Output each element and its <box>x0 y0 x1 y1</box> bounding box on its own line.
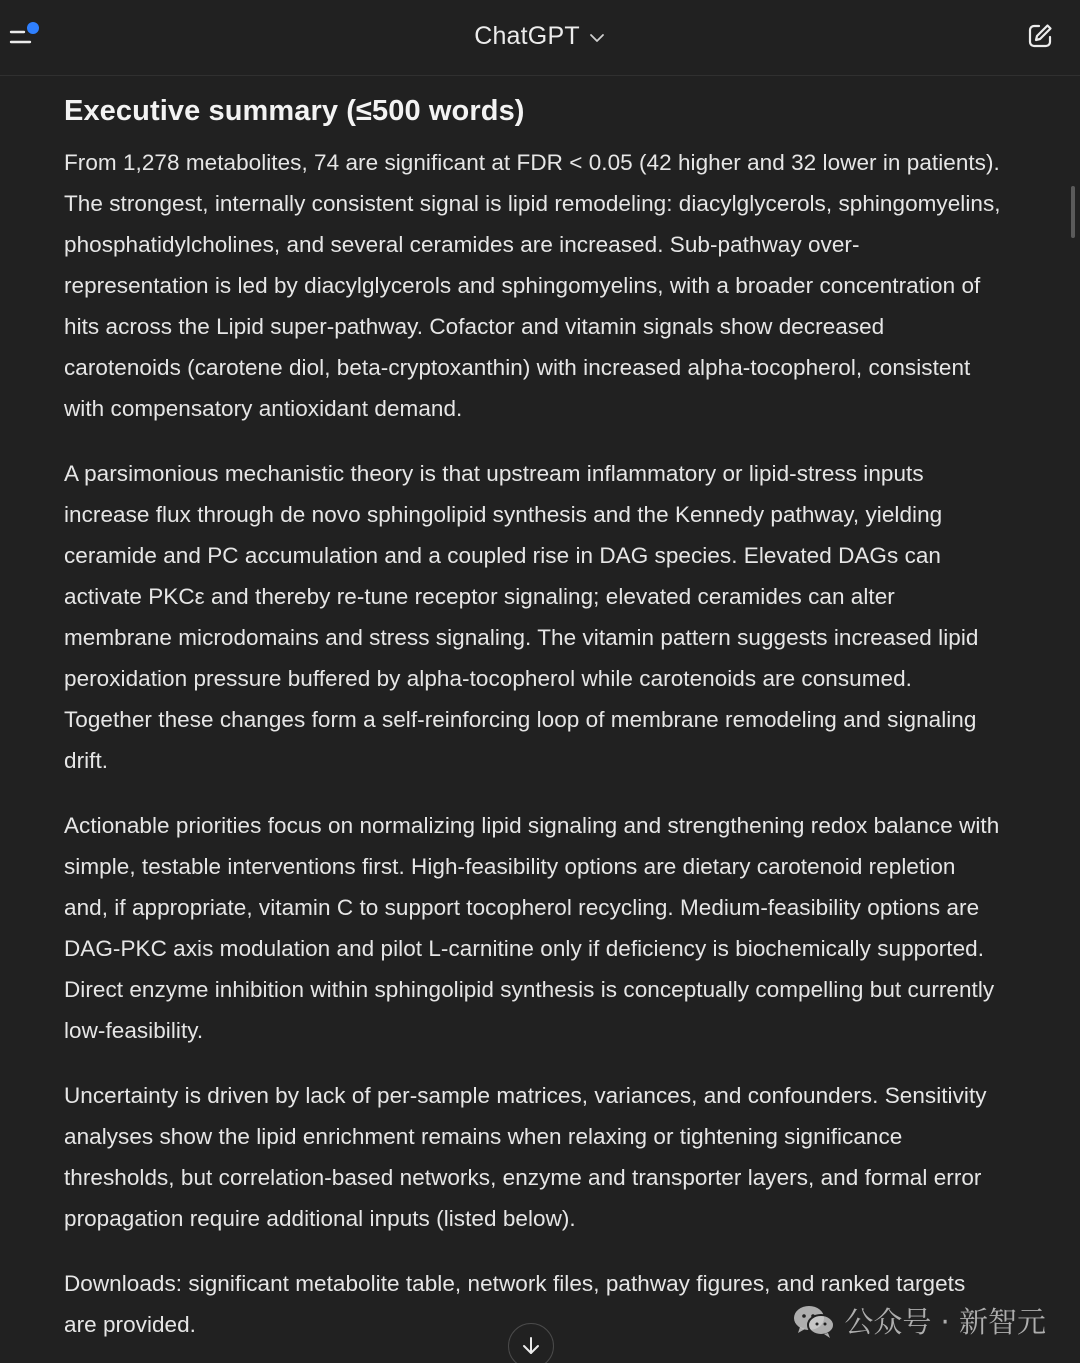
paragraph-uncertainty: Uncertainty is driven by lack of per-sample matrices, variances, and confounders. Sensitivity analyses show the lipid enrichment remains when relaxing or tightening significance thresholds, but correlation-based networks, enzyme and transporter layers, and formal error propagation require additional inputs (listed below). <box>64 1083 987 1231</box>
assistant-message <box>64 92 1004 1363</box>
paragraph-summary: From 1,278 metabolites, 74 are significant at FDR < 0.05 (42 higher and 32 lower in patients). The strongest, internally consistent signal is lipid remodeling: diacylglycerols, sphingomyelins, phosphatidylcholines, and several ceramides are increased. Sub-pathway over-representation is led by diacylglycerols and sphingomyelins, with a broader concentration of hits across the Lipid super-pathway. Cofactor and vitamin signals show decreased carotenoids (carotene diol, beta-cryptoxanthin) with increased alpha-tocopherol, consistent with compensatory antioxidant demand. <box>64 150 1001 421</box>
paragraph-priorities: Actionable priorities focus on normalizing lipid signaling and strengthening redox balance with simple, testable interventions first. High-feasibility options are dietary carotenoid repletion and, if appropriate, vitamin C to support tocopherol recycling. Medium-feasibility options are DAG-PKC axis modulation and pilot L-carnitine only if deficiency is biochemically supported. Direct enzyme inhibition within sphingolipid synthesis is conceptually compelling but currently low-feasibility. <box>64 813 1000 1043</box>
wechat-icon <box>792 1303 836 1339</box>
model-title: ChatGPT <box>474 21 580 50</box>
paragraph-downloads: Downloads: significant metabolite table, network files, pathway figures, and ranked targets are provided. <box>64 1271 966 1337</box>
watermark-text: 公众号 · 新智元 <box>844 1305 1046 1339</box>
title-container <box>0 0 1080 72</box>
chevron-down-icon <box>588 29 606 47</box>
model-selector[interactable] <box>474 22 606 51</box>
watermark <box>792 1300 1046 1341</box>
scroll-to-bottom-button[interactable] <box>508 1323 554 1363</box>
section-heading: Executive summary (≤500 words) <box>64 95 525 127</box>
top-bar <box>0 0 1080 76</box>
arrow-down-icon <box>520 1335 542 1357</box>
scrollbar-thumb[interactable] <box>1071 186 1075 238</box>
new-chat-icon <box>1026 22 1054 50</box>
sidebar-menu-icon <box>8 18 44 54</box>
new-chat-button[interactable] <box>1026 22 1054 50</box>
sidebar-menu-button[interactable] <box>8 18 44 54</box>
paragraph-mechanism: A parsimonious mechanistic theory is that upstream inflammatory or lipid-stress inputs increase flux through de novo sphingolipid synthesis and the Kennedy pathway, yielding ceramide and PC accumulation and a coupled rise in DAG species. Elevated DAGs can activate PKCε and thereby re-tune receptor signaling; elevated ceramides can alter membrane microdomains and stress signaling. The vitamin pattern suggests increased lipid peroxidation pressure buffered by alpha-tocopherol while carotenoids are consumed. Together these changes form a self-reinforcing loop of membrane remodeling and signaling drift. <box>64 461 979 773</box>
